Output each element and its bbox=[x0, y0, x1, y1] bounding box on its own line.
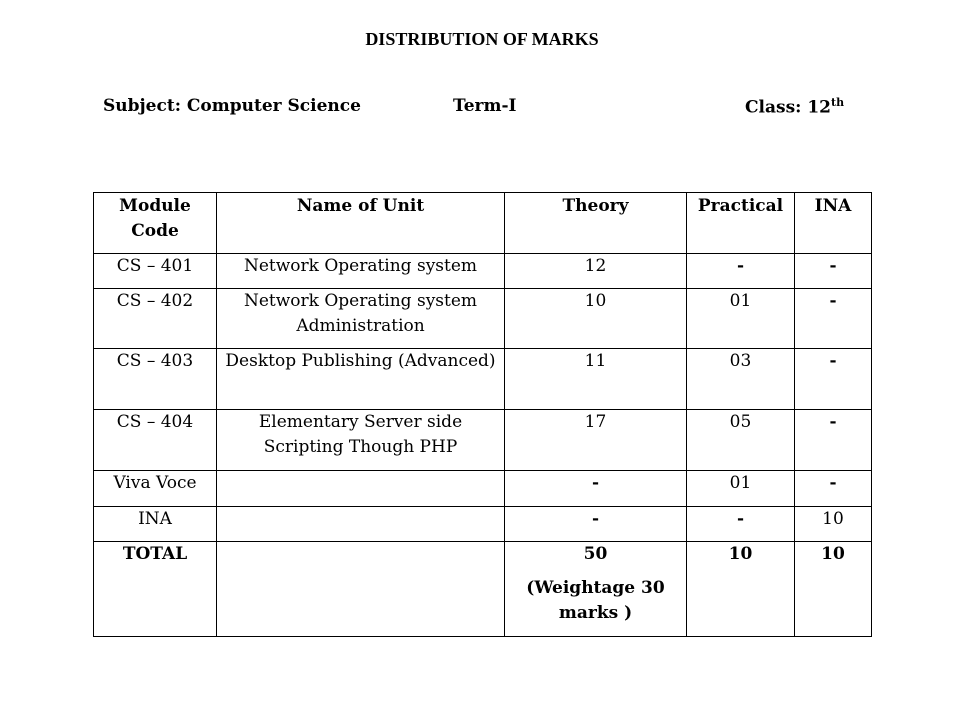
table-row bbox=[94, 254, 872, 289]
cell-ina: - bbox=[795, 254, 872, 289]
cell-practical: 05 bbox=[687, 410, 795, 471]
cell-practical: - bbox=[687, 507, 795, 542]
cell-theory: 17 bbox=[505, 410, 687, 471]
table-header-row bbox=[94, 193, 872, 254]
term-label: Term-I bbox=[453, 96, 517, 116]
cell-unit-name: Network Operating system Administration bbox=[217, 289, 505, 349]
header-module-code: Module Code bbox=[94, 193, 217, 254]
cell-total-theory bbox=[505, 542, 687, 637]
cell-module-code: Viva Voce bbox=[94, 471, 217, 507]
cell-ina: - bbox=[795, 410, 872, 471]
cell-ina: - bbox=[795, 289, 872, 349]
header-name-of-unit: Name of Unit bbox=[217, 193, 505, 254]
cell-unit-name: Elementary Server side Scripting Though PHP bbox=[217, 410, 505, 471]
cell-total-label: TOTAL bbox=[94, 542, 217, 637]
cell-total-ina: 10 bbox=[795, 542, 872, 637]
page-title: DISTRIBUTION OF MARKS bbox=[365, 29, 599, 49]
cell-theory: 12 bbox=[505, 254, 687, 289]
subject-label: Subject: Computer Science bbox=[103, 96, 361, 116]
cell-theory: - bbox=[505, 507, 687, 542]
cell-unit-name: Desktop Publishing (Advanced) bbox=[217, 349, 505, 410]
header-theory: Theory bbox=[505, 193, 687, 254]
cell-ina: - bbox=[795, 349, 872, 410]
table-row bbox=[94, 349, 872, 410]
cell-module-code: INA bbox=[94, 507, 217, 542]
total-row bbox=[94, 542, 872, 637]
cell-module-code: CS – 401 bbox=[94, 254, 217, 289]
cell-practical: 03 bbox=[687, 349, 795, 410]
class-superscript: th bbox=[831, 96, 845, 109]
cell-unit-name bbox=[217, 471, 505, 507]
weightage-note: (Weightage 30 marks ) bbox=[526, 578, 665, 623]
table-row bbox=[94, 289, 872, 349]
marks-table bbox=[93, 192, 872, 637]
table-row bbox=[94, 410, 872, 471]
cell-practical: 01 bbox=[687, 471, 795, 507]
cell-module-code: CS – 402 bbox=[94, 289, 217, 349]
cell-practical: 01 bbox=[687, 289, 795, 349]
cell-total-practical: 10 bbox=[687, 542, 795, 637]
cell-module-code: CS – 403 bbox=[94, 349, 217, 410]
cell-theory: 11 bbox=[505, 349, 687, 410]
cell-ina: - bbox=[795, 471, 872, 507]
header-ina: INA bbox=[795, 193, 872, 254]
class-label bbox=[745, 96, 844, 118]
cell-theory: - bbox=[505, 471, 687, 507]
cell-module-code: CS – 404 bbox=[94, 410, 217, 471]
table-row bbox=[94, 507, 872, 542]
cell-unit-name bbox=[217, 507, 505, 542]
cell-unit-name bbox=[217, 542, 505, 637]
table-row bbox=[94, 471, 872, 507]
cell-unit-name: Network Operating system bbox=[217, 254, 505, 289]
cell-practical: - bbox=[687, 254, 795, 289]
total-theory-value: 50 bbox=[583, 544, 608, 564]
cell-ina: 10 bbox=[795, 507, 872, 542]
class-text: Class: 12 bbox=[745, 97, 831, 118]
header-practical: Practical bbox=[687, 193, 795, 254]
cell-theory: 10 bbox=[505, 289, 687, 349]
